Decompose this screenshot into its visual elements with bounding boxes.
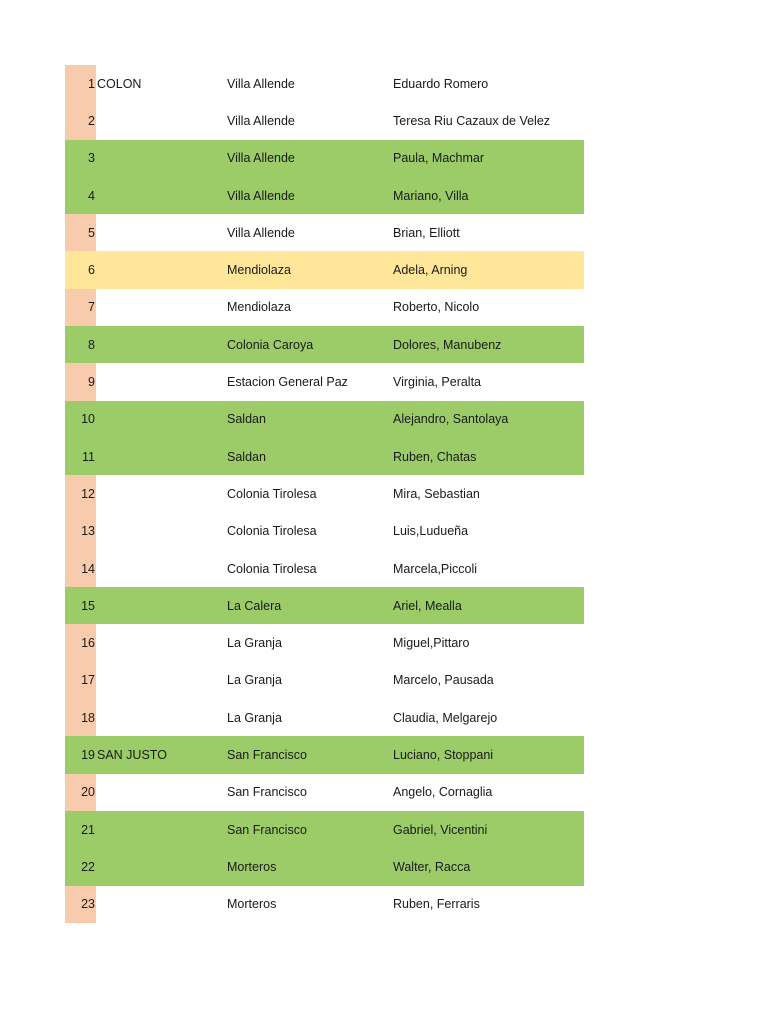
row-number-cell: 10 [81, 412, 95, 427]
person-name-cell: Ruben, Chatas [393, 449, 477, 464]
person-name-cell: Gabriel, Vicentini [393, 822, 488, 837]
person-name-cell: Roberto, Nicolo [393, 300, 480, 315]
table-row [65, 774, 584, 811]
row-number-cell: 2 [65, 102, 96, 139]
city-cell: La Calera [227, 598, 282, 613]
row-number-cell: 19 [81, 747, 95, 762]
person-name-cell: Paula, Machmar [393, 151, 485, 166]
table-row [65, 662, 584, 699]
spreadsheet-table [65, 65, 584, 923]
city-cell: Villa Allende [227, 113, 295, 128]
table-row [65, 401, 584, 438]
table-row [65, 251, 584, 288]
person-name-cell: Adela, Arning [393, 263, 468, 278]
person-name-cell: Teresa Riu Cazaux de Velez [393, 113, 551, 128]
row-number-cell: 15 [81, 598, 95, 613]
table-row [65, 736, 584, 773]
city-cell: Saldan [227, 412, 266, 427]
table-row [65, 848, 584, 885]
city-cell: Morteros [227, 859, 277, 874]
person-name-cell: Mira, Sebastian [393, 486, 480, 501]
person-name-cell: Virginia, Peralta [393, 375, 482, 390]
city-cell: Villa Allende [227, 76, 295, 91]
row-number-cell: 8 [88, 337, 95, 352]
row-number-cell: 21 [81, 822, 95, 837]
department-cell: SAN JUSTO [97, 747, 167, 762]
person-name-cell: Brian, Elliott [393, 225, 460, 240]
row-number-cell: 23 [65, 886, 96, 923]
table-row [65, 363, 584, 400]
row-number-cell: 6 [88, 263, 95, 278]
city-cell: San Francisco [227, 747, 307, 762]
person-name-cell: Miguel,Pittaro [393, 636, 470, 651]
table-row [65, 438, 584, 475]
city-cell: Colonia Tirolesa [227, 524, 317, 539]
row-number-cell: 14 [65, 550, 96, 587]
table-row [65, 177, 584, 214]
city-cell: Mendiolaza [227, 263, 291, 278]
person-name-cell: Marcela,Piccoli [393, 561, 478, 576]
city-cell: Colonia Tirolesa [227, 561, 317, 576]
table-row [65, 699, 584, 736]
person-name-cell: Marcelo, Pausada [393, 673, 494, 688]
row-number-cell: 1 [65, 65, 96, 102]
row-number-cell: 17 [65, 662, 96, 699]
city-cell: Morteros [227, 897, 277, 912]
city-cell: San Francisco [227, 785, 307, 800]
table-row [65, 289, 584, 326]
row-number-cell: 16 [65, 624, 96, 661]
table-row [65, 886, 584, 923]
row-number-cell: 11 [82, 449, 95, 464]
table-row [65, 65, 584, 102]
person-name-cell: Mariano, Villa [393, 188, 469, 203]
city-cell: Estacion General Paz [227, 375, 348, 390]
city-cell: Villa Allende [227, 225, 295, 240]
table-row [65, 102, 584, 139]
row-number-cell: 5 [65, 214, 96, 251]
table-row [65, 475, 584, 512]
person-name-cell: Alejandro, Santolaya [393, 412, 509, 427]
city-cell: Villa Allende [227, 151, 295, 166]
city-cell: La Granja [227, 673, 282, 688]
row-number-cell: 20 [65, 774, 96, 811]
person-name-cell: Dolores, Manubenz [393, 337, 502, 352]
person-name-cell: Luciano, Stoppani [393, 747, 494, 762]
table-row [65, 811, 584, 848]
person-name-cell: Ariel, Mealla [393, 598, 462, 613]
person-name-cell: Eduardo Romero [393, 76, 489, 91]
city-cell: Villa Allende [227, 188, 295, 203]
table-row [65, 214, 584, 251]
row-number-cell: 13 [65, 513, 96, 550]
table-row [65, 587, 584, 624]
city-cell: Saldan [227, 449, 266, 464]
table-row [65, 326, 584, 363]
row-number-cell: 3 [88, 151, 95, 166]
person-name-cell: Angelo, Cornaglia [393, 785, 493, 800]
city-cell: La Granja [227, 636, 282, 651]
row-number-cell: 9 [65, 363, 96, 400]
row-number-cell: 22 [81, 859, 95, 874]
city-cell: La Granja [227, 710, 282, 725]
city-cell: Colonia Tirolesa [227, 486, 317, 501]
department-cell: COLON [97, 76, 142, 91]
city-cell: San Francisco [227, 822, 307, 837]
row-number-cell: 12 [65, 475, 96, 512]
city-cell: Mendiolaza [227, 300, 291, 315]
row-number-cell: 7 [65, 289, 96, 326]
person-name-cell: Claudia, Melgarejo [393, 710, 498, 725]
row-number-cell: 4 [88, 188, 95, 203]
table-row [65, 140, 584, 177]
city-cell: Colonia Caroya [227, 337, 314, 352]
person-name-cell: Luis,Ludueña [393, 524, 469, 539]
table-row [65, 550, 584, 587]
person-name-cell: Ruben, Ferraris [393, 897, 480, 912]
person-name-cell: Walter, Racca [393, 859, 471, 874]
table-row [65, 624, 584, 661]
table-row [65, 513, 584, 550]
row-number-cell: 18 [65, 699, 96, 736]
